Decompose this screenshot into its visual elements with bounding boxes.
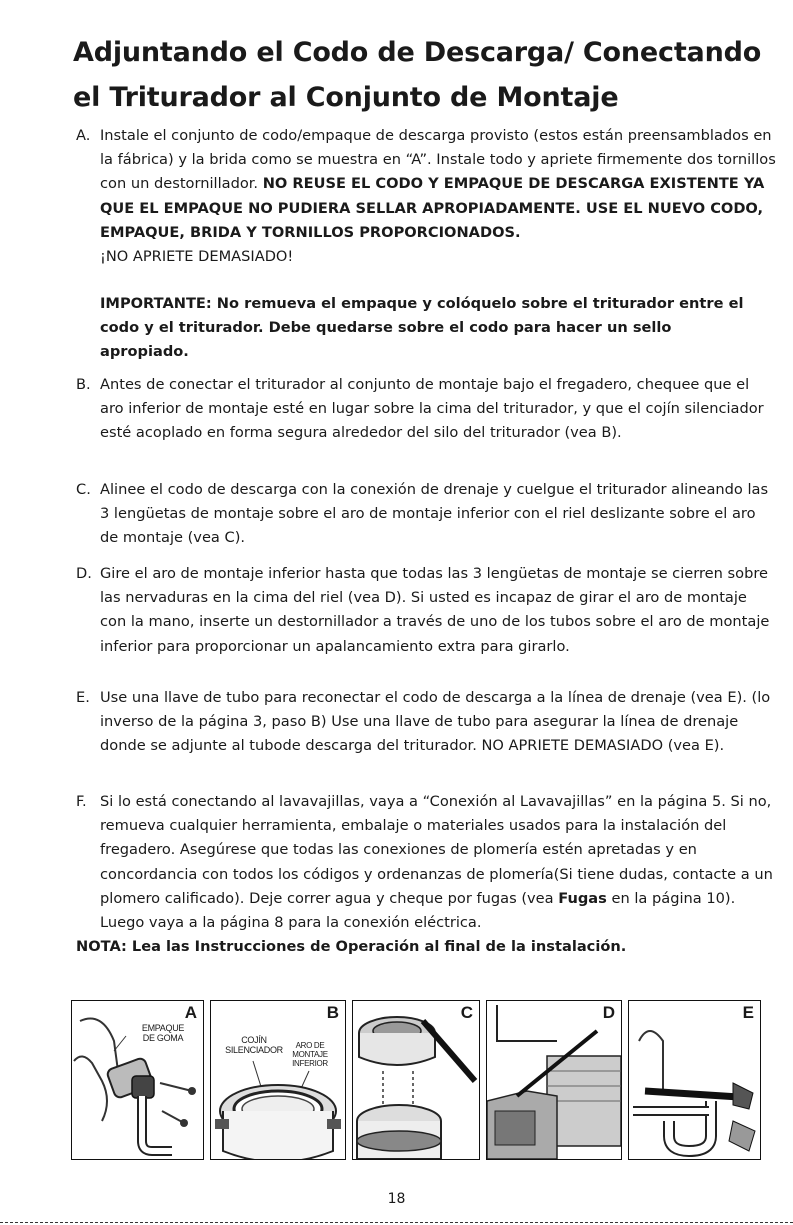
mounting-ring-illustration — [211, 1001, 345, 1159]
step-f — [76, 790, 776, 935]
figure-label: C — [460, 1003, 473, 1022]
figure-d — [486, 1000, 622, 1160]
step-text: Si lo está conectando al lavavajillas, vaya a “Conexión al Lavavajillas” en la página 5. Si no, remueva cualquier herramienta, embalaje o materiales usados para la instalación del fregadero. Asegúrese que todas las conexiones de plomería estén apretadas y en concordancia con todos los códigos y ordenanzas de plomería(Si tiene dudas, contacte a un plomero calificado). Deje correr agua y cheque por fugas (vea — [100, 793, 773, 907]
bottom-border — [0, 1222, 793, 1223]
step-text: Alinee el codo de descarga con la conexión de drenaje y cuelgue el triturador alineando las 3 lengüetas de montaje sobre el aro de montaje inferior con el riel deslizante sobre el aro de montaje (vea C). — [100, 481, 769, 547]
step-letter: C. — [76, 481, 91, 498]
step-e — [76, 686, 776, 759]
step-warning-tighten: ¡NO APRIETE DEMASIADO! — [100, 248, 294, 266]
figure-b — [210, 1000, 346, 1160]
leaks-reference: Fugas — [558, 889, 607, 907]
step-text-end: en la página 10). Luego vaya a la página 8 para la conexión eléctrica. — [100, 889, 736, 932]
figure-label: B — [326, 1003, 339, 1022]
cushion-caption: COJÍN SILENCIADOR — [225, 1035, 283, 1055]
step-c — [76, 478, 776, 551]
step-letter: A. — [76, 127, 91, 144]
step-text: Gire el aro de montaje inferior hasta que todas las 3 lengüetas de montaje se cierren sobre las nervaduras en la cima del riel (vea D). Si usted es incapaz de girar el aro de montaje con la mano, inserte un destornillador a través de uno de los tubos sobre el aro de montaje inferior para proporcionar un apalancamiento extra para girarlo. — [100, 565, 770, 655]
step-text: Use una llave de tubo para reconectar el codo de descarga a la línea de drenaje (vea E). (lo inverso de la página 3, paso B) Use una llave de tubo para asegurar la línea de drenaje donde se adjunte al tubode descarga del triturador. NO APRIETE DEMASIADO (vea E). — [100, 689, 771, 755]
figure-label: E — [742, 1003, 754, 1022]
title-line-2: el Triturador al Conjunto de Montaje — [73, 82, 619, 113]
step-warning: NO REUSE EL CODO Y EMPAQUE DE DESCARGA EXISTENTE YA QUE EL EMPAQUE NO PUDIERA SELLAR APROPIADAMENTE. USE EL NUEVO CODO, EMPAQUE, BRIDA Y TORNILLOS PROPORCIONADOS. — [100, 175, 765, 241]
step-letter: E. — [76, 689, 90, 706]
step-text: Instale el conjunto de codo/empaque de descarga provisto (estos están preensamblados en la fábrica) y la brida como se muestra en “A”. Instale todo y apriete firmemente dos tornillos con un destornillador. — [100, 127, 776, 193]
page-number: 18 — [387, 1191, 406, 1207]
step-b — [76, 373, 776, 446]
step-text: Antes de conectar el triturador al conjunto de montaje bajo el fregadero, chequee que el aro inferior de montaje esté en lugar sobre la cima del triturador, y que el cojín silenciador esté acoplado en forma segura alrededor del silo del triturador (vea B). — [100, 376, 764, 442]
drain-wrench-illustration — [629, 1001, 760, 1159]
figure-c — [352, 1000, 480, 1160]
step-letter: F. — [76, 793, 87, 810]
hanging-disposer-illustration — [353, 1001, 479, 1159]
figure-label: D — [602, 1003, 615, 1022]
step-letter: B. — [76, 376, 91, 393]
locking-ring-illustration — [487, 1001, 621, 1159]
title-line-1: Adjuntando el Codo de Descarga/ Conectando — [73, 37, 762, 68]
figure-e — [628, 1000, 761, 1160]
page-title — [73, 30, 773, 120]
operation-note: NOTA: Lea las Instrucciones de Operación al final de la instalación. — [76, 938, 627, 955]
figure-a — [71, 1000, 204, 1160]
step-d — [76, 562, 776, 659]
ring-caption: ARO DE MONTAJE INFERIOR — [292, 1041, 328, 1068]
step-letter: D. — [76, 565, 92, 582]
figure-label: A — [184, 1003, 197, 1022]
step-a — [76, 124, 776, 269]
gasket-caption: EMPAQUE DE GOMA — [141, 1023, 185, 1043]
important-note: IMPORTANTE: No remueva el empaque y colóquelo sobre el triturador entre el codo y el triturador. Debe quedarse sobre el codo para hacer un sello apropiado. — [100, 295, 744, 361]
